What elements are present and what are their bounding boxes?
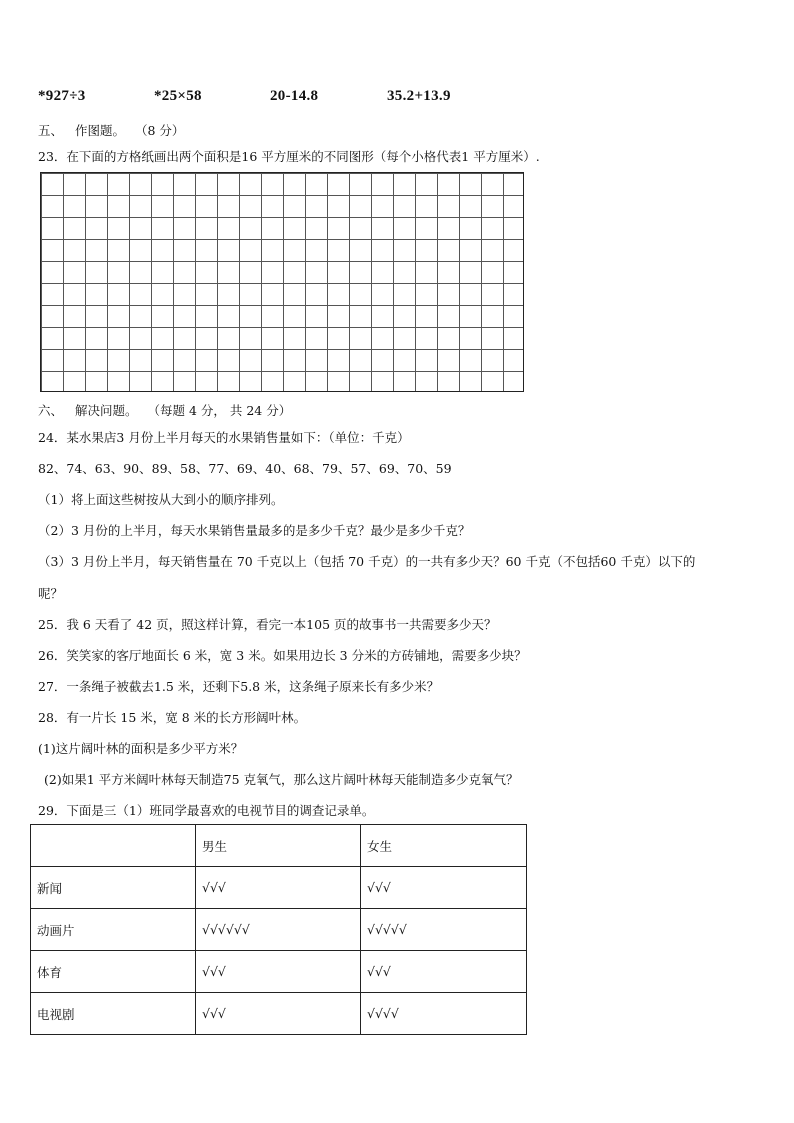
section5-title: 作图题。 — [75, 123, 126, 138]
table-cell: 新闻 — [31, 867, 196, 909]
calc-item-4: 35.2+13.9 — [387, 88, 451, 104]
table-cell: 电视剧 — [31, 993, 196, 1035]
table-header-row — [31, 825, 527, 867]
section6-heading — [38, 401, 291, 419]
section5-score: （8 分） — [135, 123, 185, 138]
section5-heading — [38, 121, 184, 139]
question-28-sub2: (2)如果1 平方米阔叶林每天制造75 克氧气，那么这片阔叶林每天能制造多少克氧气？ — [44, 772, 519, 787]
question-28-stem: 28．有一片长 15 米，宽 8 米的长方形阔叶林。 — [38, 710, 307, 725]
table-cell: 动画片 — [31, 909, 196, 951]
question-24-sub3b: 呢？ — [38, 586, 64, 601]
question-24-sub1: （1）将上面这些树按从大到小的顺序排列。 — [38, 492, 284, 507]
table-cell: √√√ — [196, 993, 361, 1035]
table-row — [31, 867, 527, 909]
section5-label: 五、 — [38, 123, 64, 138]
table-cell: √√√√ — [361, 993, 527, 1035]
table-cell: √√√√√√ — [196, 909, 361, 951]
question-24-stem: 24．某水果店3 月份上半月每天的水果销售量如下：（单位：千克） — [38, 430, 410, 445]
question-28-sub1: (1)这片阔叶林的面积是多少平方米？ — [38, 741, 244, 756]
question-24-sub2: （2）3 月份的上半月，每天水果销售量最多的是多少千克？最少是多少千克？ — [38, 523, 471, 538]
table-cell: √√√ — [196, 951, 361, 993]
table-cell: √√√√√ — [361, 909, 527, 951]
table-header-cell — [31, 825, 196, 867]
calc-item-1: *927÷3 — [38, 88, 86, 104]
grid-paper[interactable] — [40, 172, 524, 392]
section6-title: 解决问题。 — [75, 403, 138, 418]
calc-item-3: 20-14.8 — [270, 88, 319, 104]
table-row — [31, 993, 527, 1035]
question-27: 27．一条绳子被截去1.5 米，还剩下5.8 米，这条绳子原来长有多少米？ — [38, 679, 440, 694]
calc-item-2: *25×58 — [154, 88, 202, 104]
table-cell: √√√ — [361, 951, 527, 993]
table-header-cell: 女生 — [361, 825, 527, 867]
survey-table — [30, 824, 527, 1035]
question-26: 26．笑笑家的客厅地面长 6 米，宽 3 米。如果用边长 3 分米的方砖铺地，需要多少块？ — [38, 648, 527, 663]
question-23: 23．在下面的方格纸画出两个面积是16 平方厘米的不同图形（每个小格代表1 平方厘米）. — [38, 149, 540, 164]
table-cell: √√√ — [196, 867, 361, 909]
table-row — [31, 951, 527, 993]
table-cell: 体育 — [31, 951, 196, 993]
question-25: 25．我 6 天看了 42 页，照这样计算，看完一本105 页的故事书一共需要多少天？ — [38, 617, 497, 632]
table-cell: √√√ — [361, 867, 527, 909]
table-header-cell: 男生 — [196, 825, 361, 867]
table-row — [31, 909, 527, 951]
question-29-stem: 29．下面是三（1）班同学最喜欢的电视节目的调查记录单。 — [38, 803, 375, 818]
question-24-sub3a: （3）3 月份上半月，每天销售量在 70 千克以上（包括 70 千克）的一共有多少天？60 千克（不包括60 千克）以下的 — [38, 554, 696, 569]
section6-score: （每题 4 分， 共 24 分） — [147, 403, 292, 418]
question-24-data: 82、74、63、90、89、58、77、69、40、68、79、57、69、70、59 — [38, 461, 452, 476]
section6-label: 六、 — [38, 403, 64, 418]
